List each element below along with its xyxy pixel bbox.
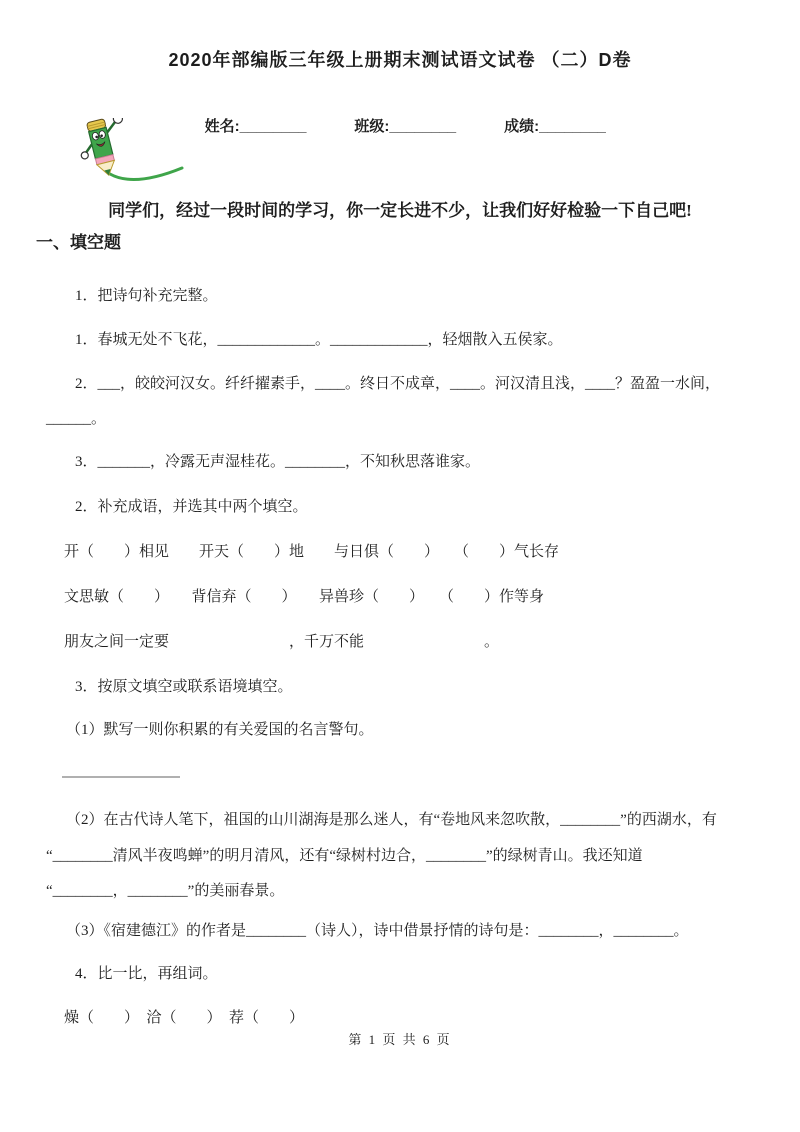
q4-words-line: 燥（ ） 洽（ ） 荐（ ） xyxy=(64,1010,305,1026)
q2-idioms-line1: 开（ ）相见 开天（ ）地 与日俱（ ） （ ）气长存 xyxy=(64,544,560,560)
page-title: 2020年部编版三年级上册期末测试语文试卷 （二）D卷 xyxy=(168,50,632,70)
q3-part1: （1）默写一则你积累的有关爱国的名言警句。 xyxy=(66,722,374,738)
q2-fill-line: 朋友之间一定要 ，千万不能 。 xyxy=(64,634,500,650)
q3-part2-line3: “________，________”的美丽春景。 xyxy=(46,883,285,899)
pencil-mascot-icon xyxy=(76,118,188,186)
answer-blank-line xyxy=(62,776,180,778)
q4-stem: 4．比一比，再组词。 xyxy=(75,966,218,982)
q1-item2-line1: 2．___，皎皎河汉女。纤纤擢素手，____。终日不成章，____。河汉清且浅，____？盈盈一水间， xyxy=(75,376,721,392)
q1-item2-line2: ______。 xyxy=(46,411,107,427)
q3-part2-line2: “________清风半夜鸣蝉”的明月清风，还有“绿树村边合，________”的绿树青山。我还知道 xyxy=(46,848,643,864)
q3-part3: （3）《宿建德江》的作者是________（诗人），诗中借景抒情的诗句是：________，________。 xyxy=(66,923,689,939)
q3-stem: 3．按原文填空或联系语境填空。 xyxy=(75,679,293,695)
name-field: 姓名:________ xyxy=(204,118,307,135)
student-info-row xyxy=(188,98,654,153)
q2-idioms-line2: 文思敏（ ） 背信弃（ ） 异兽珍（ ） （ ）作等身 xyxy=(64,589,545,605)
q1-stem: 1．把诗句补充完整。 xyxy=(75,288,218,304)
class-field: 班级:________ xyxy=(354,118,457,135)
page-number-indicator: 第 1 页 共 6 页 xyxy=(348,1032,452,1047)
score-field: 成绩:________ xyxy=(504,118,606,135)
greeting-text: 同学们，经过一段时间的学习，你一定长进不少，让我们好好检验一下自己吧! xyxy=(108,201,692,220)
q2-stem: 2．补充成语，并选其中两个填空。 xyxy=(75,499,308,515)
section-heading-fill-blanks: 一、填空题 xyxy=(36,233,121,252)
q1-item1: 1．春城无处不飞花，_____________。_____________，轻烟散入五侯家。 xyxy=(75,332,563,348)
q1-item3: 3．_______，冷露无声湿桂花。________，不知秋思落谁家。 xyxy=(75,454,481,470)
q3-part2-line1: （2）在古代诗人笔下，祖国的山川湖海是那么迷人，有“卷地风来忽吹散，________”的西湖水，有 xyxy=(66,812,717,828)
